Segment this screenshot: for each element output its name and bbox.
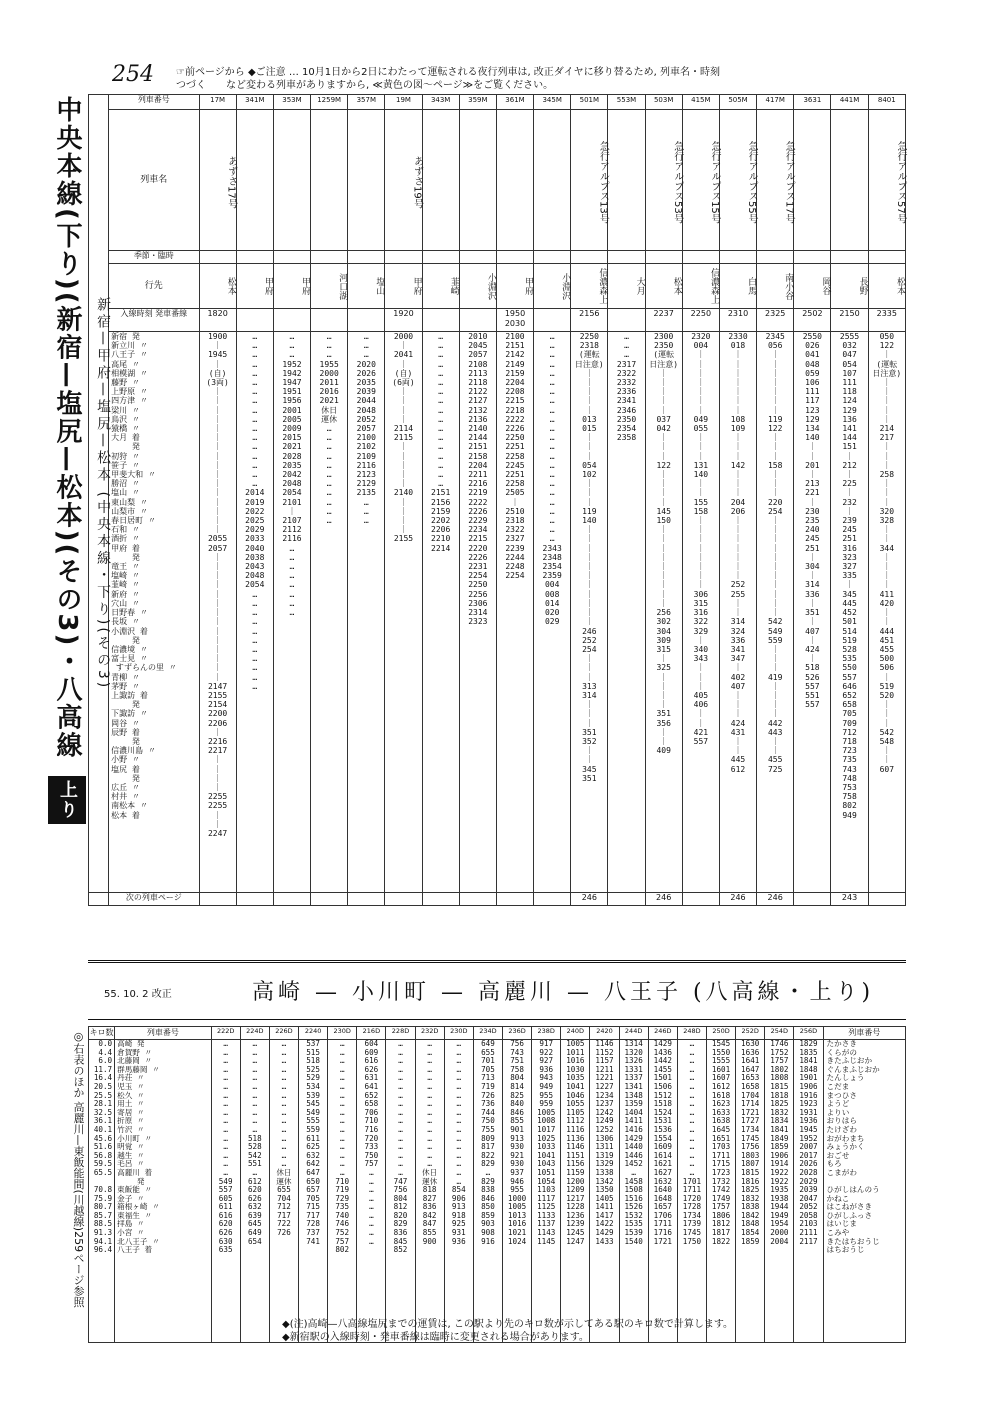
notice-line-1: ☞前ページから ◆ご注意 … 10月1日から2日にわたって運転される夜行列車は, 改正ダイヤに移り替るため, 列車名・時刻 <box>176 67 720 78</box>
hachiko-section <box>88 960 906 1343</box>
lower-train-number: 252D <box>736 1027 765 1040</box>
footer-label: 次の列車ページ <box>109 893 199 906</box>
season-cell <box>199 251 236 264</box>
lower-train-times: … … … … … … … … … … … … … … … … 710 719 729 735 740 746 752 757 802 <box>328 1040 357 1343</box>
train-destination: 甲府 <box>236 264 273 309</box>
train-destination: 松本 <box>868 264 905 309</box>
train-number: 1259M <box>311 95 348 110</box>
train-destination: 白馬 <box>719 264 756 309</box>
footnote-1: ◆(注)高崎—八高線塩尻までの運賃は, この駅より先のキロ数が示してある駅のキロ数で計算します。 <box>282 1319 734 1330</box>
season-cell <box>831 251 868 264</box>
lower-train-number: 230D <box>328 1027 357 1040</box>
train-number-label: 列車番号 <box>109 95 199 110</box>
train-times: 2550 026 041 048 059 106 111 117 123 129 134 140 ｜ ｜ 201 ｜ 213 221 ｜ 230 235 240 245 251 ｜ 304 ｜ 314 336 ｜ 351 ｜ 407 ｜ 424 ｜ 518 526 557 551 557 <box>794 332 831 893</box>
platform-time <box>311 309 348 332</box>
revision-date: 55. 10. 2 改正 <box>104 989 172 1000</box>
lower-train-number: 2240 <box>299 1027 328 1040</box>
train-destination: 松本 <box>645 264 682 309</box>
train-number: 361M <box>496 95 533 110</box>
lower-train-times: … … … … … … … … … … … … … … … … 1701 1711 1720 1728 1734 1739 1745 1750 <box>677 1040 706 1343</box>
lower-train-number: 2420 <box>590 1027 619 1040</box>
platform-time: 1950 2030 <box>496 309 533 332</box>
train-name: 急行アルプス15号 <box>682 110 719 251</box>
train-number: 441M <box>831 95 868 110</box>
train-destination: 小淵沢 <box>459 264 496 309</box>
lower-train-number: 254D <box>765 1027 794 1040</box>
lower-train-number: 250D <box>706 1027 735 1040</box>
lower-train-number: 216D <box>357 1027 386 1040</box>
hachiko-header <box>88 960 906 1020</box>
train-times: … … … 1952 1942 1947 1951 1956 2001 2005 2009 2015 2021 2028 2035 2042 2048 2054 2101 ｜ 2107 2112 2116 … … … … … … … … <box>273 332 310 893</box>
platform-time: 2335 <box>868 309 905 332</box>
lower-train-number: 256D <box>794 1027 823 1040</box>
train-times: 2330 018 ｜ ｜ ｜ ｜ ｜ ｜ ｜ 108 109 ｜ ｜ ｜ 142 ｜ ｜ ｜ 204 206 ｜ ｜ ｜ ｜ ｜ ｜ ｜ 252 255 ｜ ｜ 314 324 336 341 347 ｜ 402 407 ｜ ｜ ｜ 424 431 ｜ ｜ 445 612 <box>719 332 756 893</box>
season-cell <box>496 251 533 264</box>
train-destination: 河口湖 <box>311 264 348 309</box>
train-number: 3631 <box>794 95 831 110</box>
season-cell <box>422 251 459 264</box>
train-times: 050 122 ｜ (運転 日注意) ｜ ｜ ｜ ｜ ｜ 214 217 ｜ ｜ ｜ 258 ｜ ｜ ｜ 320 328 ｜ ｜ 344 ｜ ｜ ｜ ｜ 411 420 ｜ ｜ 444 451 455 500 506 ｜ 519 520 ｜ ｜ ｜ 542 548 ｜ ｜ 607 <box>868 332 905 893</box>
next-page <box>496 893 533 906</box>
platform-time: 2156 <box>571 309 608 332</box>
platform-time: 2502 <box>794 309 831 332</box>
side-note: ◎右表のほか 高麗川—東飯能間(川越線)259ページ参照 <box>72 1030 85 1308</box>
lower-train-times: 1746 1752 1757 1802 1808 1815 1818 1825 1832 1834 1841 1849 1859 1906 1914 1922 1922 1935 1938 1944 1949 1954 2000 2004 <box>765 1040 794 1343</box>
right-train-label: 列車番号 <box>823 1027 905 1040</box>
lower-train-number: 236D <box>503 1027 532 1040</box>
platform-time <box>236 309 273 332</box>
train-name: 急行アルプス55号 <box>719 110 756 251</box>
lower-train-number: 248D <box>677 1027 706 1040</box>
lower-train-number: 240D <box>561 1027 590 1040</box>
train-name <box>236 110 273 251</box>
season-label: 季節・臨時 <box>109 251 199 264</box>
side-title-text: 中央本線(下り)(新宿—塩尻—松本)(その3)・八高線 <box>52 96 82 760</box>
lower-train-number: 234D <box>473 1027 502 1040</box>
train-times: … … … 2317 2322 2332 2336 2341 2346 2350 2354 2358 <box>608 332 645 893</box>
lower-train-number: 246D <box>648 1027 677 1040</box>
train-times: 2320 004 ｜ ｜ ｜ ｜ ｜ ｜ ｜ 049 055 ｜ ｜ ｜ 131 140 ｜ ｜ 155 158 ｜ ｜ ｜ ｜ ｜ ｜ ｜ ｜ 306 315 316 322 329 ｜ 340 343 ｜ ｜ ｜ 405 406 ｜ ｜ 421 557 <box>682 332 719 893</box>
lower-train-times: 1545 1550 1555 1601 1607 1612 1618 1623 1633 1638 1645 1651 1703 1711 1715 1723 1732 1742 1749 1757 1806 1812 1817 1822 <box>706 1040 735 1343</box>
train-times: … … … … … … … … … … … … … … … … … … … … … … … 2343 2348 2354 2359 004 008 014 020 029 <box>534 332 571 893</box>
train-destination: 小淵沢 <box>534 264 571 309</box>
train-destination: 甲府 <box>496 264 533 309</box>
next-page: 243 <box>831 893 868 906</box>
lower-train-times: … … … … … … … … … … … … … … … 休日 運休 818 827 836 842 847 855 900 <box>415 1040 444 1343</box>
lower-train-times: 1146 1152 1157 1211 1221 1227 1234 1237 1242 1249 1252 1306 1311 1319 1329 1338 1342 1350 1405 1411 1417 1422 1429 1433 <box>590 1040 619 1343</box>
footnotes <box>282 1318 733 1344</box>
next-page <box>459 893 496 906</box>
lower-train-number: 224D <box>240 1027 269 1040</box>
platform-time: 1820 <box>199 309 236 332</box>
train-name <box>311 110 348 251</box>
next-page <box>273 893 310 906</box>
train-number: 8401 <box>868 95 905 110</box>
dest-label: 行先 <box>109 264 199 309</box>
season-cell <box>757 251 794 264</box>
platform-time: 1920 <box>385 309 422 332</box>
train-destination: 甲府 <box>385 264 422 309</box>
season-cell <box>534 251 571 264</box>
train-times: 2000 ｜ 2041 ｜ (自) (6両) ｜ ｜ ｜ ｜ 2114 2115 ｜ ｜ ｜ ｜ ｜ 2140 ｜ ｜ ｜ ｜ 2155 <box>385 332 422 893</box>
lower-train-number: 230D <box>444 1027 473 1040</box>
train-name <box>348 110 385 251</box>
next-page: 246 <box>645 893 682 906</box>
train-name <box>496 110 533 251</box>
next-page <box>422 893 459 906</box>
platform-time: 2310 <box>719 309 756 332</box>
km-label: キロ数 <box>89 1027 115 1040</box>
train-name <box>422 110 459 251</box>
lower-train-number: 238D <box>532 1027 561 1040</box>
lower-train-times: … … … … … … … … … … … 518 528 542 551 … 612 620 626 632 639 645 649 654 <box>240 1040 269 1343</box>
train-times: 2250 2318 (運転 日注意) ｜ ｜ ｜ ｜ ｜ 013 015 ｜ ｜ ｜ 054 102 ｜ ｜ ｜ 119 140 ｜ ｜ ｜ ｜ ｜ ｜ ｜ ｜ ｜ ｜ ｜ 246 252 254 ｜ ｜ ｜ 313 314 ｜ ｜ ｜ 351 352 ｜ ｜ 345 351 <box>571 332 608 893</box>
train-times: … … … 1955 2000 2011 2016 2021 休日 運休 … … … … … … … … … … … <box>311 332 348 893</box>
train-destination: 韮崎 <box>422 264 459 309</box>
lower-train-label: 列車番号 <box>115 1027 211 1040</box>
train-number: 345M <box>534 95 571 110</box>
train-name <box>794 110 831 251</box>
train-destination: 岡谷 <box>794 264 831 309</box>
platform-time <box>422 309 459 332</box>
next-page <box>682 893 719 906</box>
next-page <box>236 893 273 906</box>
train-times: 2345 056 ｜ ｜ ｜ ｜ ｜ ｜ ｜ 119 122 ｜ ｜ ｜ 158 ｜ ｜ ｜ 220 254 ｜ ｜ ｜ ｜ ｜ ｜ ｜ ｜ ｜ ｜ ｜ 542 549 559 ｜ ｜ ｜ 419 ｜ ｜ ｜ ｜ 442 443 ｜ ｜ 455 725 <box>757 332 794 893</box>
season-cell <box>682 251 719 264</box>
platform-time: 2150 <box>831 309 868 332</box>
platform-time: 2325 <box>757 309 794 332</box>
lower-train-times: 604 609 616 626 631 641 652 658 706 710 716 720 733 750 757 … … … … … … … … … <box>357 1040 386 1343</box>
lower-train-times: … … … … … … … … … … … … … … … … … 854 906 913 918 925 931 936 <box>444 1040 473 1343</box>
train-number: 415M <box>682 95 719 110</box>
train-number: 341M <box>236 95 273 110</box>
notice <box>176 66 896 92</box>
train-times: 1900 ｜ 1945 ｜ (自) (3両) ｜ ｜ ｜ ｜ ｜ ｜ ｜ ｜ ｜ ｜ ｜ ｜ ｜ ｜ ｜ ｜ 2055 2057 ｜ ｜ ｜ ｜ ｜ ｜ ｜ ｜ ｜ ｜ ｜ ｜ ｜ ｜ 2147 2155 2154 2200 2206 ｜ 2216 2217 ｜ ｜ ｜ ｜ 2255 2255 ｜ ｜ 2247 <box>199 332 236 893</box>
direction-badge: 上り <box>48 776 86 824</box>
train-number: 19M <box>385 95 422 110</box>
hachiko-route-title: 高崎 — 小川町 — 高麗川 — 八王子 (八高線・上り) <box>252 980 875 1005</box>
next-page <box>199 893 236 906</box>
side-title <box>52 96 86 824</box>
season-cell <box>719 251 756 264</box>
train-name: 急行アルプス13号 <box>571 110 608 251</box>
lower-train-times: 649 655 701 705 713 719 726 736 744 750 755 809 817 822 829 … 829 838 846 850 859 903 908 916 <box>473 1040 502 1343</box>
footer-spacer <box>89 893 109 906</box>
lower-train-times: … … … … … … … … … … … … … … … 休日 運休 655 704 712 717 722 726 <box>269 1040 298 1343</box>
upper-timetable <box>88 94 906 906</box>
train-name: 急行アルプス53号 <box>645 110 682 251</box>
train-number: 503M <box>645 95 682 110</box>
train-times: 2555 032 047 054 107 111 118 124 129 136 141 144 151 ｜ 212 ｜ 225 ｜ 232 ｜ 239 245 251 316 323 327 335 ｜ 345 445 452 501 514 519 528 535 550 557 646 652 658 705 709 712 718 723 735 743 748 753 758 802 949 <box>831 332 868 893</box>
train-destination: 塩山 <box>348 264 385 309</box>
lower-train-times: 1005 1011 1016 1030 1035 1041 1046 1055 1105 1112 1116 1136 1146 1151 1156 1159 1200 1209 1217 1228 1236 1239 1245 1247 <box>561 1040 590 1343</box>
train-times: 2010 2045 2057 2108 2113 2118 2122 2127 2132 2136 2140 2144 2151 2158 2204 2211 2216 2219 2222 2226 2229 2234 2215 2220 2226 2231 2254 2250 2256 2306 2314 2323 <box>459 332 496 893</box>
season-cell <box>236 251 273 264</box>
lower-train-number: 228D <box>386 1027 415 1040</box>
platform-time <box>273 309 310 332</box>
lower-train-times: 537 515 518 525 529 534 539 545 549 555 559 611 625 632 642 647 650 657 705 715 717 728 737 741 <box>299 1040 328 1343</box>
route-label: 新宿—甲府—塩尻—松本 (中央本線・下り)(その3) <box>95 296 112 691</box>
lower-train-times: … … … … … … … … … … … … … … … … 549 557 605 611 616 620 626 630 635 <box>211 1040 240 1343</box>
train-destination: 南小谷 <box>757 264 794 309</box>
season-cell <box>311 251 348 264</box>
season-cell <box>645 251 682 264</box>
hachiko-table <box>88 1026 906 1343</box>
next-page: 246 <box>719 893 756 906</box>
train-number: 505M <box>719 95 756 110</box>
lower-train-times: 756 743 751 758 804 814 825 840 846 855 901 913 930 921 930 937 946 955 1000 1005 1013 1016 1021 1024 <box>503 1040 532 1343</box>
km-column: 0.0 4.4 6.0 11.7 16.4 20.5 25.5 28.1 32.5 36.1 40.1 45.6 51.6 56.8 59.5 65.5 70.8 75.9 80.7 85.7 88.5 91.3 94.1 96.4 <box>89 1040 115 1343</box>
train-destination: 信濃森上 <box>571 264 608 309</box>
season-cell <box>571 251 608 264</box>
platform-time <box>459 309 496 332</box>
train-destination: 松本 <box>199 264 236 309</box>
route-label-cell <box>89 95 112 893</box>
train-times: 2300 2350 (運転 日注意) ｜ ｜ ｜ ｜ ｜ 037 042 ｜ ｜ ｜ 122 ｜ ｜ ｜ ｜ 145 150 ｜ ｜ ｜ ｜ ｜ ｜ ｜ ｜ ｜ 256 302 304 309 315 ｜ 325 ｜ ｜ ｜ ｜ 351 356 ｜ ｜ 409 <box>645 332 682 893</box>
train-times: … … … … … … … … … … … … … … … … … 2014 2019 2022 2025 2029 2033 2040 2038 2043 2048 2054 … … … … … … … … … … … <box>236 332 273 893</box>
season-cell <box>608 251 645 264</box>
train-name <box>273 110 310 251</box>
platform-time <box>608 309 645 332</box>
train-destination: 甲府 <box>273 264 310 309</box>
platform-time <box>348 309 385 332</box>
next-page <box>534 893 571 906</box>
lower-train-times: 1829 1835 1841 1848 1901 1906 1916 1923 1931 1936 1945 1952 2007 2017 2026 2028 2029 2039 2047 2052 2058 2103 2111 2117 <box>794 1040 823 1343</box>
train-name-label: 列車名 <box>109 110 199 251</box>
train-number: 359M <box>459 95 496 110</box>
train-destination: 長野 <box>831 264 868 309</box>
train-name <box>608 110 645 251</box>
train-number: 501M <box>571 95 608 110</box>
station-list: 新宿 発 新立川 〃 八王子 〃 高尾 〃 相模湖 〃 藤野 〃 上野原 〃 四方津 〃 梁川 〃 鳥沢 〃 猿橋 〃 大月 着 発 初狩 〃 笹子 〃 甲斐大和 〃 勝沼 〃 塩山 〃 東山梨 〃 山梨市 〃 春日居町 〃 石和 〃 酒折 〃 甲府 着 発 竜王 〃 塩崎 〃 韮崎 〃 新府 〃 穴山 〃 日野春 〃 長坂 〃 小淵沢 着 発 信濃境 〃 富士見 〃 すずらんの里 〃 青柳 〃 茅野 〃 上諏訪 着 発 下諏訪 〃 岡谷 〃 辰野 着 発 信濃川島 〃 小野 〃 塩尻 着 発 広丘 〃 村井 〃 南松本 〃 松本 着 <box>109 332 199 893</box>
next-page <box>385 893 422 906</box>
platform-label: 入線時刻 発車番線 <box>109 309 199 332</box>
notice-line-2: つづく など変わる列車がありますから, ≪黄色の図〜ページ≫をご覧ください。 <box>176 80 554 91</box>
lower-train-times: 1630 1636 1641 1647 1653 1658 1704 1714 1721 1727 1734 1745 1756 1803 1807 1815 1816 1825 1832 1838 1842 1848 1854 1859 <box>736 1040 765 1343</box>
lower-train-number: 226D <box>269 1027 298 1040</box>
train-name: あずさ17号 <box>199 110 236 251</box>
train-name <box>459 110 496 251</box>
platform-time: 2237 <box>645 309 682 332</box>
train-number: 17M <box>199 95 236 110</box>
next-page <box>348 893 385 906</box>
platform-time: 2250 <box>682 309 719 332</box>
train-times: … … … … … … … … … … … … … … … … … 2151 2156 2159 2202 2206 2210 2214 <box>422 332 459 893</box>
train-number: 417M <box>757 95 794 110</box>
lower-train-times: 1314 1320 1326 1331 1337 1341 1348 1359 1404 1411 1416 1429 1440 1446 1452 … 1458 1508 1516 1526 1532 1535 1539 1540 <box>619 1040 648 1343</box>
season-cell <box>459 251 496 264</box>
season-cell <box>273 251 310 264</box>
train-times: … … … 2020 2026 2035 2039 2044 2048 2052 2057 2100 2102 2109 2116 2123 2129 2135 … … … <box>348 332 385 893</box>
page-number: 254 <box>112 62 154 87</box>
lower-train-times: 917 922 927 936 943 949 955 959 1005 1008 1017 1025 1033 1041 1043 1051 1054 1103 1117 1125 1133 1137 1143 1145 <box>532 1040 561 1343</box>
train-name <box>534 110 571 251</box>
train-number: 343M <box>422 95 459 110</box>
next-page: 246 <box>571 893 608 906</box>
train-destination: 大月 <box>608 264 645 309</box>
train-name: 急行アルプス17号 <box>757 110 794 251</box>
season-cell <box>794 251 831 264</box>
train-number: 353M <box>273 95 310 110</box>
next-page <box>868 893 905 906</box>
next-page <box>794 893 831 906</box>
season-cell <box>868 251 905 264</box>
train-name <box>831 110 868 251</box>
lower-train-number: 232D <box>415 1027 444 1040</box>
station-readings: たかさき くらがの きたふじおか ぐんまふじおか たんしょう こだま まつひさ ようど よりい おりはら たけざわ おがわまち みょうかく おごせ もろ こまがわ ひがしはんのう かねこ はこねがさき ひがしふっさ はいじま こみや きたはちおうじ はちおうじ <box>823 1040 905 1343</box>
train-times: 2100 2151 2142 2149 2159 2204 2208 2215 2218 2222 2226 2250 2251 2258 2245 2251 2258 2505 ｜ 2510 2318 2322 2327 2239 2244 2248 2254 <box>496 332 533 893</box>
lower-train-times: 1429 1436 1442 1455 1501 1506 1512 1518 1524 1531 1536 1554 1609 1614 1621 1627 1632 1640 1648 1657 1706 1711 1716 1721 <box>648 1040 677 1343</box>
train-number: 357M <box>348 95 385 110</box>
train-destination: 信濃森上 <box>682 264 719 309</box>
season-cell <box>348 251 385 264</box>
lower-train-number: 222D <box>211 1027 240 1040</box>
next-page <box>311 893 348 906</box>
platform-time <box>534 309 571 332</box>
season-cell <box>385 251 422 264</box>
train-name: 急行アルプス57号 <box>868 110 905 251</box>
lower-station-list: 高崎 発 倉賀野 〃 北藤岡 〃 群馬藤岡 〃 丹荘 〃 児玉 〃 松久 〃 用土 〃 寄居 〃 折原 〃 竹沢 〃 小川町 〃 明覚 〃 越生 〃 毛呂 〃 高麗川 着 発 東飯能 〃 金子 〃 箱根ヶ崎 〃 東福生 〃 拝島 〃 小宮 〃 北八王子 〃 八王子 着 <box>115 1040 211 1343</box>
next-page <box>608 893 645 906</box>
footnote-2: ◆新宿駅の入線時刻・発車番線は臨時に変更される場合があります。 <box>282 1332 589 1343</box>
train-number: 553M <box>608 95 645 110</box>
train-name: あずさ19号 <box>385 110 422 251</box>
lower-train-number: 244D <box>619 1027 648 1040</box>
lower-train-times: … … … … … … … … … … … … … … … … 747 756 804 812 820 829 836 845 852 <box>386 1040 415 1343</box>
next-page: 246 <box>757 893 794 906</box>
